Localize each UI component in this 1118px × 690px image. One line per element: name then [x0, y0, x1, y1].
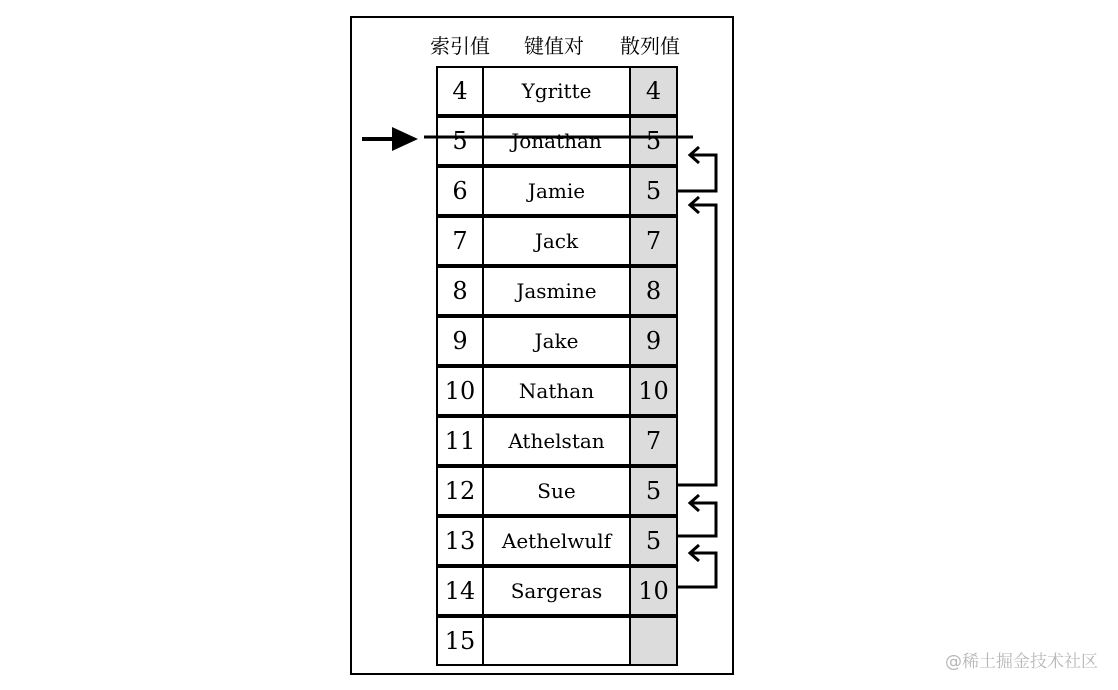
key-cell [484, 616, 631, 666]
watermark: @稀土掘金技术社区 [945, 652, 1098, 672]
table-row [436, 616, 678, 666]
key-cell: Sue [484, 466, 631, 516]
key-cell: Jake [484, 316, 631, 366]
table-row [436, 116, 678, 166]
hash-cell: 7 [631, 216, 678, 266]
header-hash: 散列值 [620, 34, 680, 58]
key-cell: Jasmine [484, 266, 631, 316]
index-cell: 6 [436, 166, 484, 216]
index-cell: 7 [436, 216, 484, 266]
table-row [436, 66, 678, 116]
hash-cell: 4 [631, 66, 678, 116]
header-key-value: 键值对 [524, 34, 584, 58]
header-index: 索引值 [430, 34, 490, 58]
hash-cell: 10 [631, 566, 678, 616]
hash-cell [631, 616, 678, 666]
hash-cell: 8 [631, 266, 678, 316]
index-cell: 15 [436, 616, 484, 666]
hash-cell: 7 [631, 416, 678, 466]
key-cell: Aethelwulf [484, 516, 631, 566]
index-cell: 11 [436, 416, 484, 466]
index-cell: 10 [436, 366, 484, 416]
key-cell: Jonathan [484, 116, 631, 166]
index-cell: 8 [436, 266, 484, 316]
table-row [436, 166, 678, 216]
table-row [436, 316, 678, 366]
key-cell: Athelstan [484, 416, 631, 466]
key-cell: Sargeras [484, 566, 631, 616]
key-cell: Ygritte [484, 66, 631, 116]
index-cell: 5 [436, 116, 484, 166]
key-cell: Jack [484, 216, 631, 266]
hash-cell: 5 [631, 466, 678, 516]
index-cell: 14 [436, 566, 484, 616]
hash-cell: 10 [631, 366, 678, 416]
index-cell: 12 [436, 466, 484, 516]
table-row [436, 366, 678, 416]
table-row [436, 566, 678, 616]
key-cell: Jamie [484, 166, 631, 216]
table-row [436, 266, 678, 316]
hash-cell: 5 [631, 166, 678, 216]
table-row [436, 516, 678, 566]
index-cell: 9 [436, 316, 484, 366]
index-cell: 4 [436, 66, 484, 116]
index-cell: 13 [436, 516, 484, 566]
hash-cell: 9 [631, 316, 678, 366]
table-row [436, 466, 678, 516]
hash-cell: 5 [631, 116, 678, 166]
key-cell: Nathan [484, 366, 631, 416]
table-row [436, 216, 678, 266]
hash-cell: 5 [631, 516, 678, 566]
table-row [436, 416, 678, 466]
